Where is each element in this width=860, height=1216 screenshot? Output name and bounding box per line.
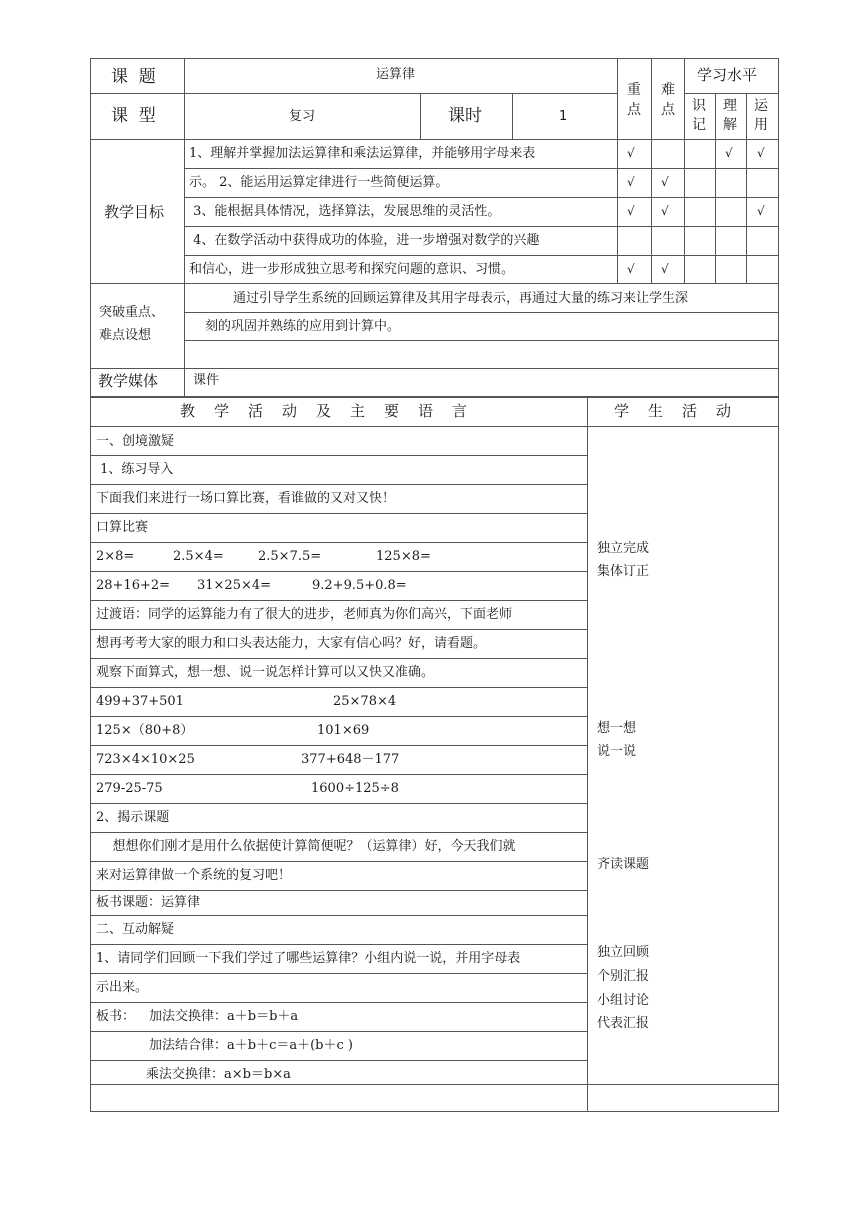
student-note-4: 说一说 [597,744,637,759]
media-value: 课件 [193,373,220,388]
oral-1b: 2.5×4= [173,549,224,564]
teacher-line-19: 1、请同学们回顾一下我们学过了哪些运算律？小组内说一说，并用字母表 [96,951,521,966]
header-bottom-line [90,139,779,140]
type-label: 课 型 [111,106,156,126]
goals-label: 教学目标 [104,203,165,221]
oral-1a: 2×8= [96,549,135,564]
breakthrough-line-2 [184,340,779,341]
board-label: 板书： [96,1009,136,1024]
subject-label: 课 题 [111,67,156,87]
teacher-line-7: 过渡语：同学的运算能力有了很大的进步，老师真为你们高兴，下面老师 [96,607,513,622]
goal-1-apply-check: √ [757,146,765,160]
goal-row-line-1 [184,168,779,169]
understand-col-line [715,93,716,283]
breakthrough-line-1 [184,312,779,313]
expr-4a: 279-25-75 [96,781,163,796]
label-col-line [184,58,185,397]
expr-1b: 25×78×4 [333,694,397,709]
activity-header-line [90,426,779,427]
period-label: 课时 [448,106,482,126]
goal-line-4: 4、在数学活动中获得成功的体验，进一步增强对数学的兴趣 [189,233,540,248]
recall-header: 识记 [692,98,706,133]
learning-level-header: 学习水平 [697,66,758,84]
breakthrough-label-line-2: 难点设想 [99,328,152,343]
period-value: 1 [559,109,568,124]
student-note-1: 独立完成 [597,541,650,556]
goal-row-line-4 [184,255,779,256]
media-label: 教学媒体 [98,372,159,390]
teacher-line-4: 口算比赛 [96,520,149,535]
breakthrough-line-1-text: 通过引导学生系统的回顾运算律及其用字母表示，再通过大量的练习来让学生深 [233,291,689,306]
understand-header: 理解 [723,98,737,133]
goals-bottom-line [90,283,779,284]
board-law-1: 加法交换律：a＋b＝b＋a [149,1009,299,1024]
apply-header: 运用 [754,98,768,133]
student-activity-header: 学生活动 [614,402,751,420]
expr-3a: 723×4×10×25 [96,752,195,767]
goal-2-difficult-check: √ [661,175,669,189]
goal-row-line-3 [184,226,779,227]
key-col-line [617,58,618,283]
period-label-col-line [420,93,421,139]
goal-line-3: 3、能根据具体情况，选择算法，发展思维的灵活性。 [189,204,501,219]
goal-3-difficult-check: √ [661,204,669,218]
expr-3b: 377+648－177 [301,752,400,767]
oral-1d: 125×8= [376,549,431,564]
student-note-7: 个别汇报 [597,969,650,984]
expr-2a: 125×（80+8） [96,723,194,738]
period-value-col-line [512,93,513,139]
goal-line-1: 1、理解并掌握加法运算律和乘法运算律，并能够用字母来表 [189,146,536,161]
activity-divider [587,397,588,1112]
goal-1-understand-check: √ [725,146,733,160]
goal-3-apply-check: √ [757,204,765,218]
teacher-line-17: 板书课题：运算律 [96,895,201,910]
teacher-line-3: 下面我们来进行一场口算比赛，看谁做的又对又快！ [96,491,396,506]
teacher-activity-header: 教学活动及主要语言 [180,402,487,420]
student-note-9: 代表汇报 [597,1016,650,1031]
goal-2-key-check: √ [627,175,635,189]
teacher-line-16: 来对运算律做一个系统的复习吧！ [96,868,292,883]
oral-2a: 28+16+2= [96,578,171,593]
teacher-line-9: 观察下面算式，想一想、说一说怎样计算可以又快又准确。 [96,665,435,680]
student-note-8: 小组讨论 [597,993,650,1008]
goal-line-5: 和信心，进一步形成独立思考和探究问题的意识、习惯。 [189,262,515,277]
expr-4b: 1600÷125÷8 [311,781,399,796]
teacher-line-1: 一、创境激疑 [96,434,175,449]
student-note-6: 独立回顾 [597,945,650,960]
board-law-3: 乘法交换律：a×b＝b×a [146,1067,291,1082]
subject-value: 运算律 [376,67,416,82]
expr-1a: 499+37+501 [96,694,184,709]
breakthrough-bottom-line [90,368,779,369]
student-note-3: 想一想 [597,721,637,736]
goal-line-2: 示。 2、能运用运算定律进行一些简便运算。 [189,175,449,190]
expr-2b: 101×69 [317,723,370,738]
goal-1-key-check: √ [627,146,635,160]
teacher-line-20: 示出来。 [96,980,149,995]
goal-5-difficult-check: √ [661,262,669,276]
teacher-line-18: 二、互动解疑 [96,922,175,937]
oral-2c: 9.2+9.5+0.8= [312,578,407,593]
teacher-line-2: 1、练习导入 [96,462,174,477]
difficult-col-line [651,58,652,283]
goal-5-key-check: √ [627,262,635,276]
goal-row-line-2 [184,197,779,198]
teacher-line-15: 想想你们刚才是用什么依据使计算简便呢？（运算律）好，今天我们就 [96,839,516,854]
key-point-header: 重点 [627,82,641,118]
student-note-2: 集体订正 [597,564,650,579]
oral-1c: 2.5×7.5= [258,549,322,564]
level-col-line [684,58,685,283]
breakthrough-line-2-text: 刻的巩固并熟练的应用到计算中。 [205,319,401,334]
breakthrough-label-line-1: 突破重点、 [99,305,165,320]
apply-col-line [746,93,747,283]
goal-3-key-check: √ [627,204,635,218]
type-value: 复习 [289,109,316,124]
activity-footer-line [90,1084,779,1085]
board-law-2: 加法结合律：a＋b＋c＝a＋(b＋c ) [149,1038,353,1053]
top-row-line [90,93,617,94]
level-row-line [684,93,779,94]
difficult-point-header: 难点 [661,82,675,118]
student-note-5: 齐读课题 [597,857,650,872]
oral-2b: 31×25×4= [197,578,272,593]
teacher-line-8: 想再考考大家的眼力和口头表达能力，大家有信心吗？好，请看题。 [96,636,487,651]
teacher-line-14: 2、揭示课题 [96,810,170,825]
